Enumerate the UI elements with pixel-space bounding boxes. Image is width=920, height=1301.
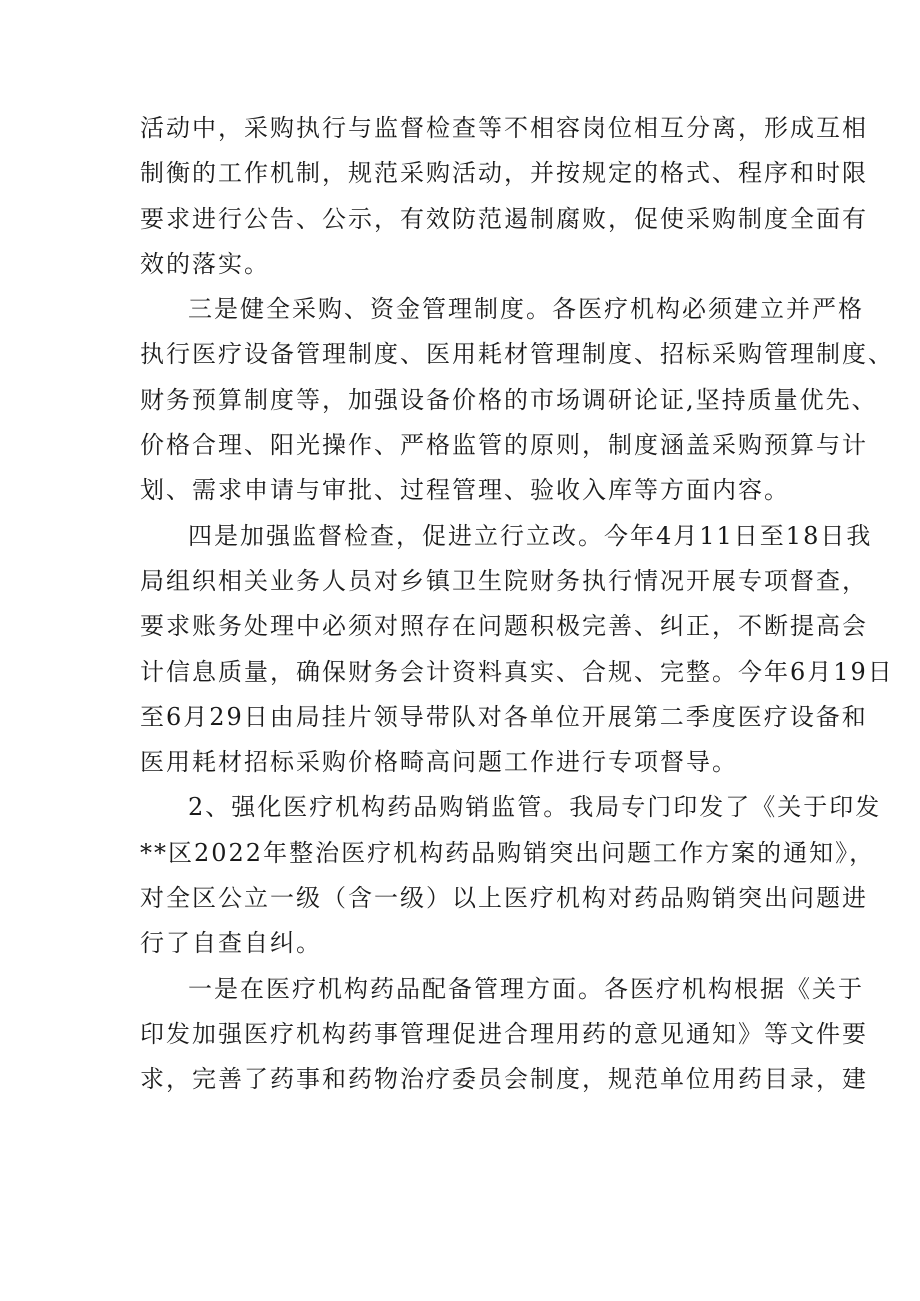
- text-line: 计信息质量，确保财务会计资料真实、合规、完整。今年6月19日: [140, 657, 894, 686]
- paragraph-3: [140, 514, 894, 786]
- text-line: 执行医疗设备管理制度、医用耗材管理制度、招标采购管理制度、: [140, 340, 894, 369]
- text-line: 对全区公立一级（含一级）以上医疗机构对药品购销突出问题进: [140, 884, 868, 913]
- text-line: 行了自查自纠。: [140, 929, 322, 958]
- text-line: 2、强化医疗机构药品购销监管。我局专门印发了《关于印发: [188, 793, 882, 822]
- text-line: 印发加强医疗机构药事管理促进合理用药的意见通知》等文件要: [140, 1019, 868, 1048]
- document-body: [140, 106, 894, 1103]
- text-line: 求，完善了药事和药物治疗委员会制度，规范单位用药目录，建: [140, 1065, 868, 1094]
- text-line: 局组织相关业务人员对乡镇卫生院财务执行情况开展专项督查，: [140, 566, 868, 595]
- text-line: 价格合理、阳光操作、严格监管的原则，制度涵盖采购预算与计: [140, 431, 868, 460]
- text-line: 财务预算制度等，加强设备价格的市场调研论证,坚持质量优先、: [140, 385, 878, 414]
- paragraph-4: [140, 785, 882, 966]
- text-line: 划、需求申请与审批、过程管理、验收入库等方面内容。: [140, 476, 790, 505]
- paragraph-1: [140, 106, 868, 287]
- text-line: 至6月29日由局挂片领导带队对各单位开展第二季度医疗设备和: [140, 702, 868, 731]
- text-line: 四是加强监督检查，促进立行立改。今年4月11日至18日我: [188, 521, 873, 550]
- text-line: 效的落实。: [140, 249, 270, 278]
- text-line: 活动中，采购执行与监督检查等不相容岗位相互分离，形成互相: [140, 114, 868, 142]
- text-line: 一是在医疗机构药品配备管理方面。各医疗机构根据《关于: [188, 974, 864, 1003]
- text-line: 三是健全采购、资金管理制度。各医疗机构必须建立并严格: [188, 295, 864, 324]
- text-line: 要求账务处理中必须对照存在问题积极完善、纠正，不断提高会: [140, 612, 868, 641]
- text-line: **区2022年整治医疗机构药品购销突出问题工作方案的通知》，: [140, 838, 876, 867]
- text-line: 医用耗材招标采购价格畸高问题工作进行专项督导。: [140, 748, 738, 777]
- paragraph-2: [140, 287, 894, 513]
- paragraph-5: [140, 967, 868, 1103]
- text-line: 制衡的工作机制，规范采购活动，并按规定的格式、程序和时限: [140, 159, 868, 188]
- text-line: 要求进行公告、公示，有效防范遏制腐败，促使采购制度全面有: [140, 204, 868, 233]
